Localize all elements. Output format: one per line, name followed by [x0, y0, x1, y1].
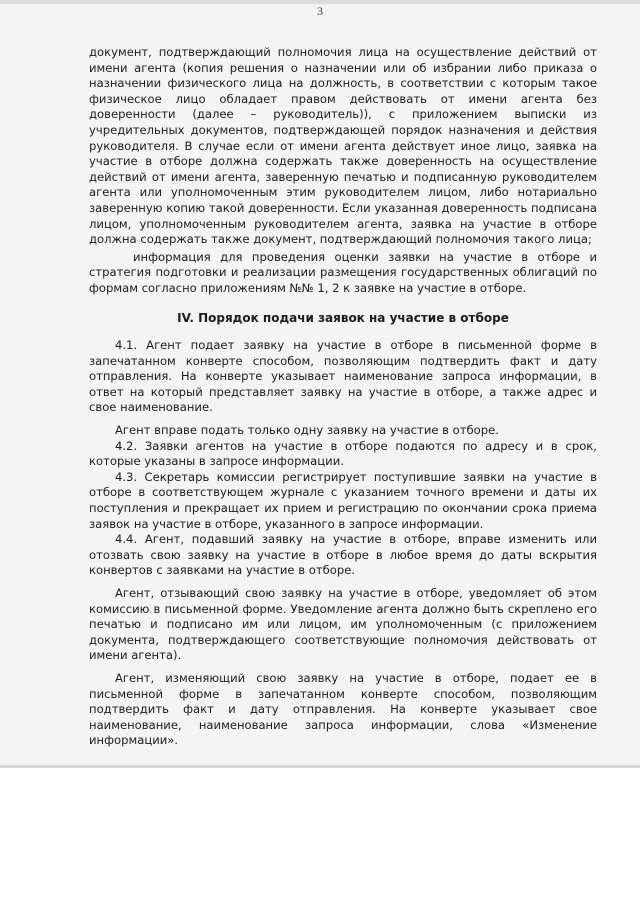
- page-number: 3: [317, 4, 323, 18]
- scan-edge-bottom: [0, 765, 640, 768]
- paragraph-4-1: 4.1. Агент подает заявку на участие в отборе в письменной форме в запечатанном конверте способом, позволяющим подтвердить факт и дату отправления. На конверте указывает наименование запроса информации, в ответ на который представляет заявку на участие в отборе, а также адрес и свое наименование.: [89, 338, 597, 415]
- paragraph-withdrawal: Агент, отзывающий свою заявку на участие в отборе, уведомляет об этом комиссию в письменной форме. Уведомление агента должно быть скреплено его печатью и подписано им или лицом, им уполномоченным (с приложением документа, подтверждающего соответствующие полномочия действовать от имени агента).: [89, 586, 597, 663]
- paragraph-4-2: 4.2. Заявки агентов на участие в отборе подаются по адресу и в срок, которые указаны в запросе информации.: [89, 438, 597, 469]
- paragraph-evaluation-information: информация для проведения оценки заявки на участие в отборе и стратегия подготовки и реализации размещения государственных облигаций по формам согласно приложениям №№ 1, 2 к заявке на участие в отборе.: [89, 249, 597, 295]
- document-body: [89, 45, 597, 749]
- paragraph-modification: Агент, изменяющий свою заявку на участие в отборе, подает ее в письменной форме в запечатанном конверте способом, позволяющим подтвердить факт и дату отправления. На конверте указывает свое наименование, наименование запроса информации, слова «Изменение информации».: [89, 670, 597, 748]
- paragraph-4-4: 4.4. Агент, подавший заявку на участие в отборе, вправе изменить или отозвать свою заявку на участие в отборе в любое время до даты вскрытия конвертов с заявками на участие в отборе.: [89, 532, 597, 578]
- paragraph-agent-authority-document: документ, подтверждающий полномочия лица на осуществление действий от имени агента (копия решения о назначении или об избрании либо приказа о назначении физического лица на должность, в соответствии с которым такое физическое лицо обладает правом действовать от имени агента без доверенности (далее – руководитель)), с приложением выписки из учредительных документов, подтверждающей порядок назначения и действия руководителя. В случае если от имени агента действует иное лицо, заявка на участие в отборе должна содержать также доверенность на осуществление действий от имени агента, заверенную печатью и подписанную руководителем агента или уполномоченным этим руководителем лицом, либо нотариально заверенную копию такой доверенности. Если указанная доверенность подписана лицом, уполномоченным руководителем агента, заявка на участие в отборе должна содержать также документ, подтверждающий полномочия такого лица;: [89, 45, 597, 247]
- paragraph-4-3: 4.3. Секретарь комиссии регистрирует поступившие заявки на участие в отборе в соответствующем журнале с указанием точного времени и даты их поступления и прекращает их прием и регистрацию по окончании срока приема заявок на участие в отборе, указанного в запросе информации.: [89, 469, 597, 531]
- section-title: IV. Порядок подачи заявок на участие в отборе: [177, 310, 509, 325]
- paragraph-one-application: Агент вправе подать только одну заявку на участие в отборе.: [115, 423, 499, 438]
